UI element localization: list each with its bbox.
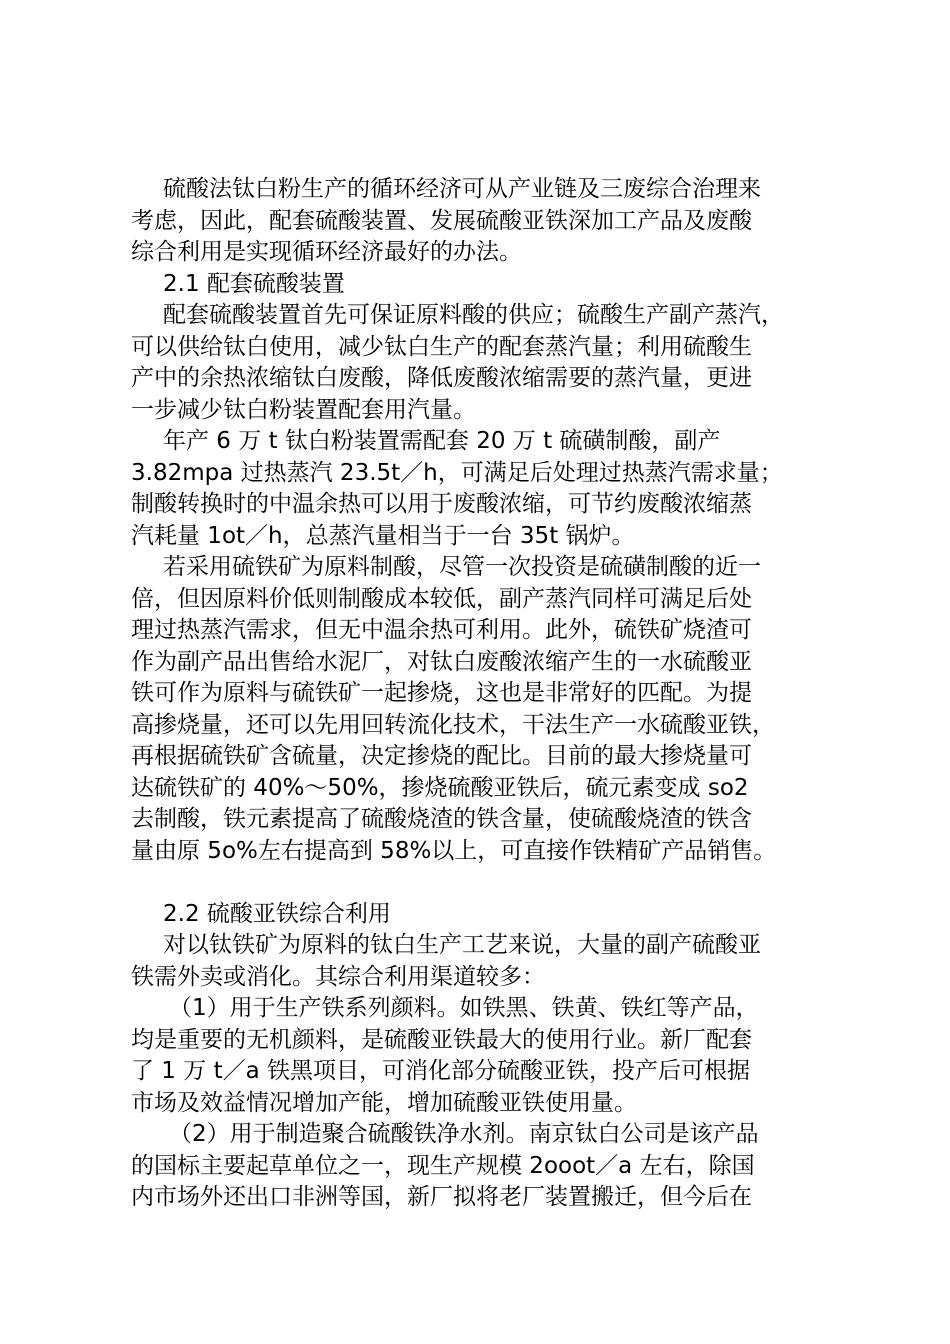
paragraph-line: 配套硫酸装置首先可保证原料酸的供应；硫酸生产副产蒸汽， [163,302,784,328]
list-item-line: 均是重要的无机颜料，是硫酸亚铁最大的使用行业。新厂配套 [131,1026,752,1053]
paragraph-line: 汽耗量 1ot／h，总蒸汽量相当于一台 35t 锅炉。 [131,522,635,549]
paragraph-line: 铁需外卖或消化。其综合利用渠道较多： [131,963,545,990]
paragraph-line: 作为副产品出售给水泥厂，对钛白废酸浓缩产生的一水硫酸亚 [131,648,752,675]
intro-line: 硫酸法钛白粉生产的循环经济可从产业链及三废综合治理来 [163,176,761,202]
list-item-line: （1）用于生产铁系列颜料。如铁黑、铁黄、铁红等产品， [169,995,759,1021]
list-item-line: 的国标主要起草单位之一，现生产规模 2ooot／a 左右，除国 [131,1152,755,1179]
section-heading-2-2: 2.2 硫酸亚铁综合利用 [163,900,391,927]
list-item-line: 市场及效益情况增加产能，增加硫酸亚铁使用量。 [131,1089,637,1116]
list-item-line: （2）用于制造聚合硫酸铁净水剂。南京钛白公司是该产品 [169,1121,759,1147]
intro-line: 考虑，因此，配套硫酸装置、发展硫酸亚铁深加工产品及废酸 [131,207,752,234]
intro-line: 综合利用是实现循环经济最好的办法。 [131,239,522,265]
paragraph-line: 再根据硫铁矿含硫量，决定掺烧的配比。目前的最大掺烧量可 [131,743,752,769]
paragraph-line: 对以钛铁矿为原料的钛白生产工艺来说，大量的副产硫酸亚 [163,932,761,958]
list-item-line: 内市场外还出口非洲等国，新厂拟将老厂装置搬迁，但今后在 [131,1184,752,1210]
paragraph-line: 年产 6 万 t 钛白粉装置需配套 20 万 t 硫磺制酸，副产 [163,428,721,454]
paragraph-line: 去制酸，铁元素提高了硫酸烧渣的铁含量，使硫酸烧渣的铁含 [131,806,752,832]
paragraph-line: 若采用硫铁矿为原料制酸，尽管一次投资是硫磺制酸的近一 [163,554,761,580]
paragraph-line: 产中的余热浓缩钛白废酸，降低废酸浓缩需要的蒸汽量，更进 [131,365,752,391]
paragraph-line: 高掺烧量，还可以先用回转流化技术，干法生产一水硫酸亚铁， [131,711,775,738]
paragraph-line: 理过热蒸汽需求，但无中温余热可利用。此外，硫铁矿烧渣可 [131,617,752,643]
paragraph-line: 量由原 5o%左右提高到 58%以上，可直接作铁精矿产品销售。 [131,837,777,864]
section-heading-2-1: 2.1 配套硫酸装置 [163,270,345,297]
paragraph-line: 制酸转换时的中温余热可以用于废酸浓缩，可节约废酸浓缩蒸 [131,491,752,517]
paragraph-line: 可以供给钛白使用，减少钛白生产的配套蒸汽量；利用硫酸生 [131,333,752,360]
document-body [131,174,861,1214]
paragraph-line: 达硫铁矿的 40%～50%，掺烧硫酸亚铁后，硫元素变成 so2 [131,774,749,801]
paragraph-line: 铁可作为原料与硫铁矿一起掺烧，这也是非常好的匹配。为提 [131,680,752,706]
paragraph-line: 倍，但因原料价低则制酸成本较低，副产蒸汽同样可满足后处 [131,585,752,612]
blank-line [131,867,861,899]
paragraph-line: 3.82mpa 过热蒸汽 23.5t／h，可满足后处理过热蒸汽需求量； [131,459,783,486]
paragraph-line: 一步减少钛白粉装置配套用汽量。 [131,396,476,423]
list-item-line: 了 1 万 t／a 铁黑项目，可消化部分硫酸亚铁，投产后可根据 [131,1058,750,1084]
